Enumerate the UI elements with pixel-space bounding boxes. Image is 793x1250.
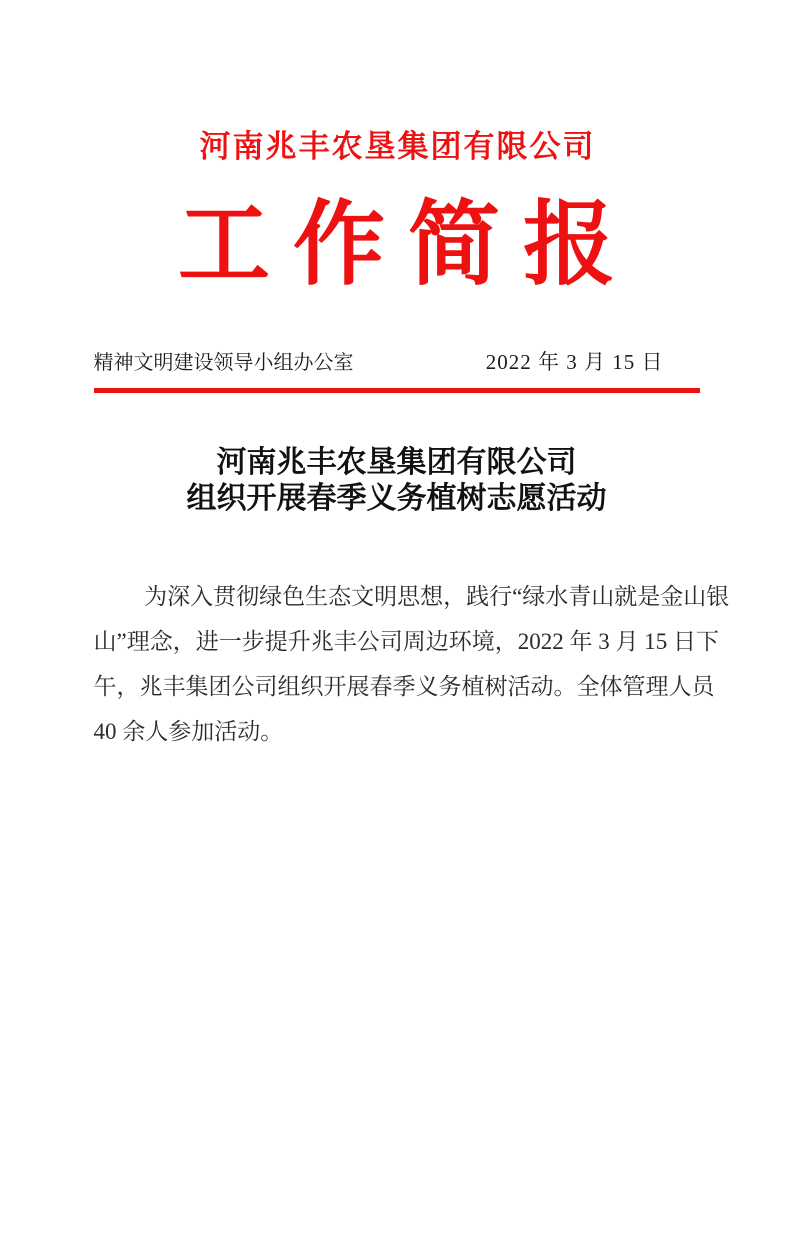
document-page — [0, 128, 793, 1250]
issue-info-row — [94, 346, 700, 376]
content-column — [93, 346, 730, 754]
bulletin-masthead-title: 工作简报 — [177, 194, 638, 297]
red-divider-rule — [94, 388, 700, 393]
body-line: 为深入贯彻绿色生态文明思想，践行“绿水青山就是金山银 — [144, 583, 730, 609]
body-line: 40 余人参加活动。 — [93, 718, 284, 744]
article-title — [94, 445, 700, 517]
body-line: 山”理念，进一步提升兆丰公司周边环境，2022 年 3 月 15 日下 — [93, 628, 719, 654]
issue-date: 2022 年 3 月 15 日 — [485, 349, 664, 374]
company-name-header: 河南兆丰农垦集团有限公司 — [199, 129, 596, 164]
issuer-office-label: 精神文明建设领导小组办公室 — [93, 351, 354, 374]
article-title-line1: 河南兆丰农垦集团有限公司 — [216, 445, 577, 479]
article-title-line2: 组织开展春季义务植树志愿活动 — [186, 481, 607, 515]
article-body-paragraph — [93, 574, 730, 754]
body-line: 午，兆丰集团公司组织开展春季义务植树活动。全体管理人员 — [93, 673, 715, 699]
